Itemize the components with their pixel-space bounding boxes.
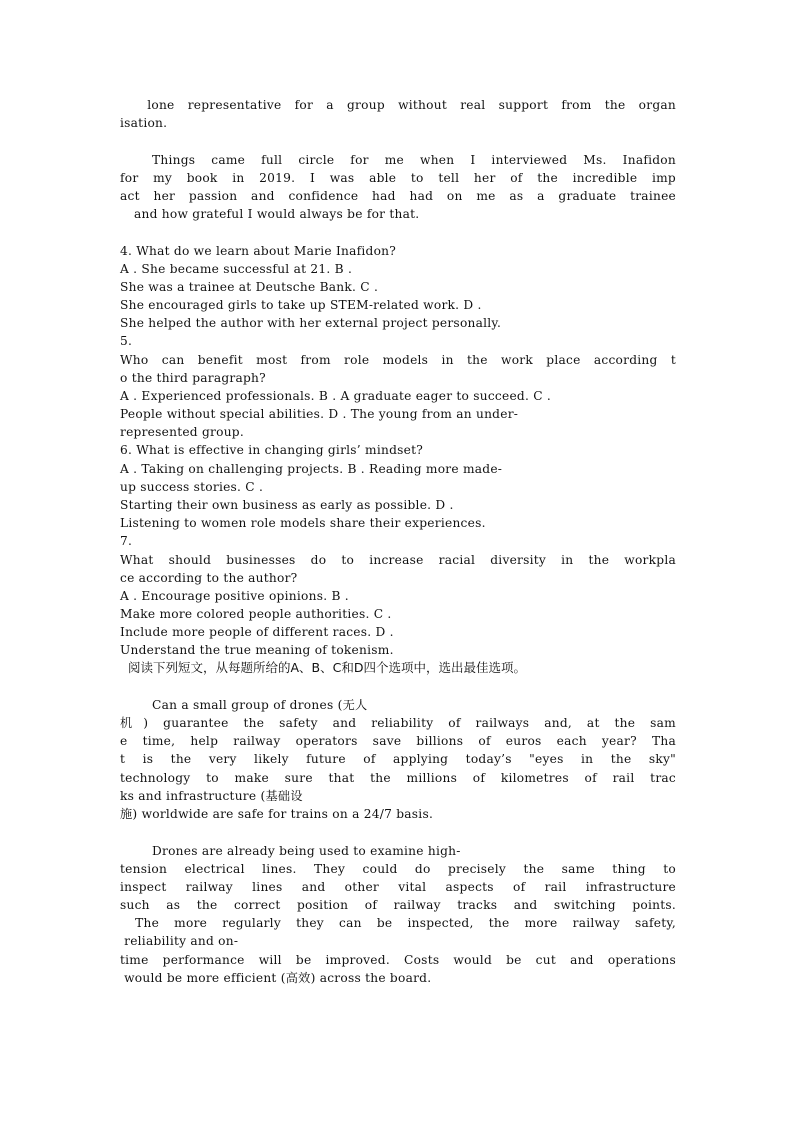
text-line: 施) worldwide are safe for trains on a 24/7 basis.: [120, 807, 434, 821]
option-line: Starting their own business as early as possible. D .: [120, 498, 454, 512]
text-line: The more regularly they can be inspected, the more railway safety,: [120, 916, 676, 930]
option-line: up success stories. C .: [120, 480, 264, 494]
question-5: Who can benefit most from role models in the work place according t: [120, 353, 676, 367]
option-line: People without special abilities. D . The young from an under-: [120, 407, 519, 421]
option-line: She encouraged girls to take up STEM-related work. D .: [120, 298, 482, 312]
text-line: time performance will be improved. Costs would be cut and operations: [120, 953, 676, 967]
text-line: Things came full circle for me when I interviewed Ms. Inafidon: [152, 153, 676, 167]
text-line: Drones are already being used to examine high-: [152, 844, 461, 858]
question-7: What should businesses do to increase racial diversity in the workpla: [120, 553, 676, 567]
text-line: for my book in 2019. I was able to tell her of the incredible imp: [120, 171, 676, 185]
option-line: represented group.: [120, 425, 244, 439]
question-7-number: 7.: [120, 534, 133, 548]
text-line: reliability and on-: [120, 934, 239, 948]
text-line: isation.: [120, 116, 168, 130]
text-line: ks and infrastructure (基础设: [120, 789, 303, 803]
section-instruction: 阅读下列短文，从每题所给的A、B、C和D四个选项中，选出最佳选项。: [128, 660, 526, 675]
text-line: lone representative for a group without real support from the organ: [134, 98, 676, 112]
text-line: tension electrical lines. They could do precisely the same thing to: [120, 862, 676, 876]
option-line: She helped the author with her external project personally.: [120, 316, 502, 330]
text-line: would be more efficient (高效) across the board.: [120, 971, 432, 985]
text-line: act her passion and confidence had had on me as a graduate trainee: [120, 189, 676, 203]
text-line: t is the very likely future of applying today’s "eyes in the sky": [120, 752, 676, 766]
option-line: She was a trainee at Deutsche Bank. C .: [120, 280, 379, 294]
option-line: A . She became successful at 21. B .: [120, 262, 353, 276]
option-line: Make more colored people authorities. C .: [120, 607, 392, 621]
question-7: ce according to the author?: [120, 571, 298, 585]
option-line: Include more people of different races. D .: [120, 625, 394, 639]
option-line: Understand the true meaning of tokenism.: [120, 643, 394, 657]
question-4: 4. What do we learn about Marie Inafidon?: [120, 244, 397, 258]
text-line: such as the correct position of railway tracks and switching points.: [120, 898, 676, 912]
text-line: and how grateful I would always be for that.: [134, 207, 420, 221]
text-line: Can a small group of drones (无人: [152, 698, 368, 712]
question-5: o the third paragraph?: [120, 371, 266, 385]
question-6: 6. What is effective in changing girls’ mindset?: [120, 443, 424, 457]
option-line: A . Experienced professionals. B . A graduate eager to succeed. C .: [120, 389, 552, 403]
question-5-number: 5.: [120, 334, 133, 348]
text-line: technology to make sure that the millions of kilometres of rail trac: [120, 771, 676, 785]
option-line: A . Taking on challenging projects. B . Reading more made-: [120, 462, 503, 476]
option-line: Listening to women role models share their experiences.: [120, 516, 486, 530]
text-line: e time, help railway operators save billions of euros each year? Tha: [120, 734, 676, 748]
text-line: 机) guarantee the safety and reliability of railways and, at the sam: [120, 716, 676, 730]
option-line: A . Encourage positive opinions. B .: [120, 589, 349, 603]
text-line: inspect railway lines and other vital aspects of rail infrastructure: [120, 880, 676, 894]
